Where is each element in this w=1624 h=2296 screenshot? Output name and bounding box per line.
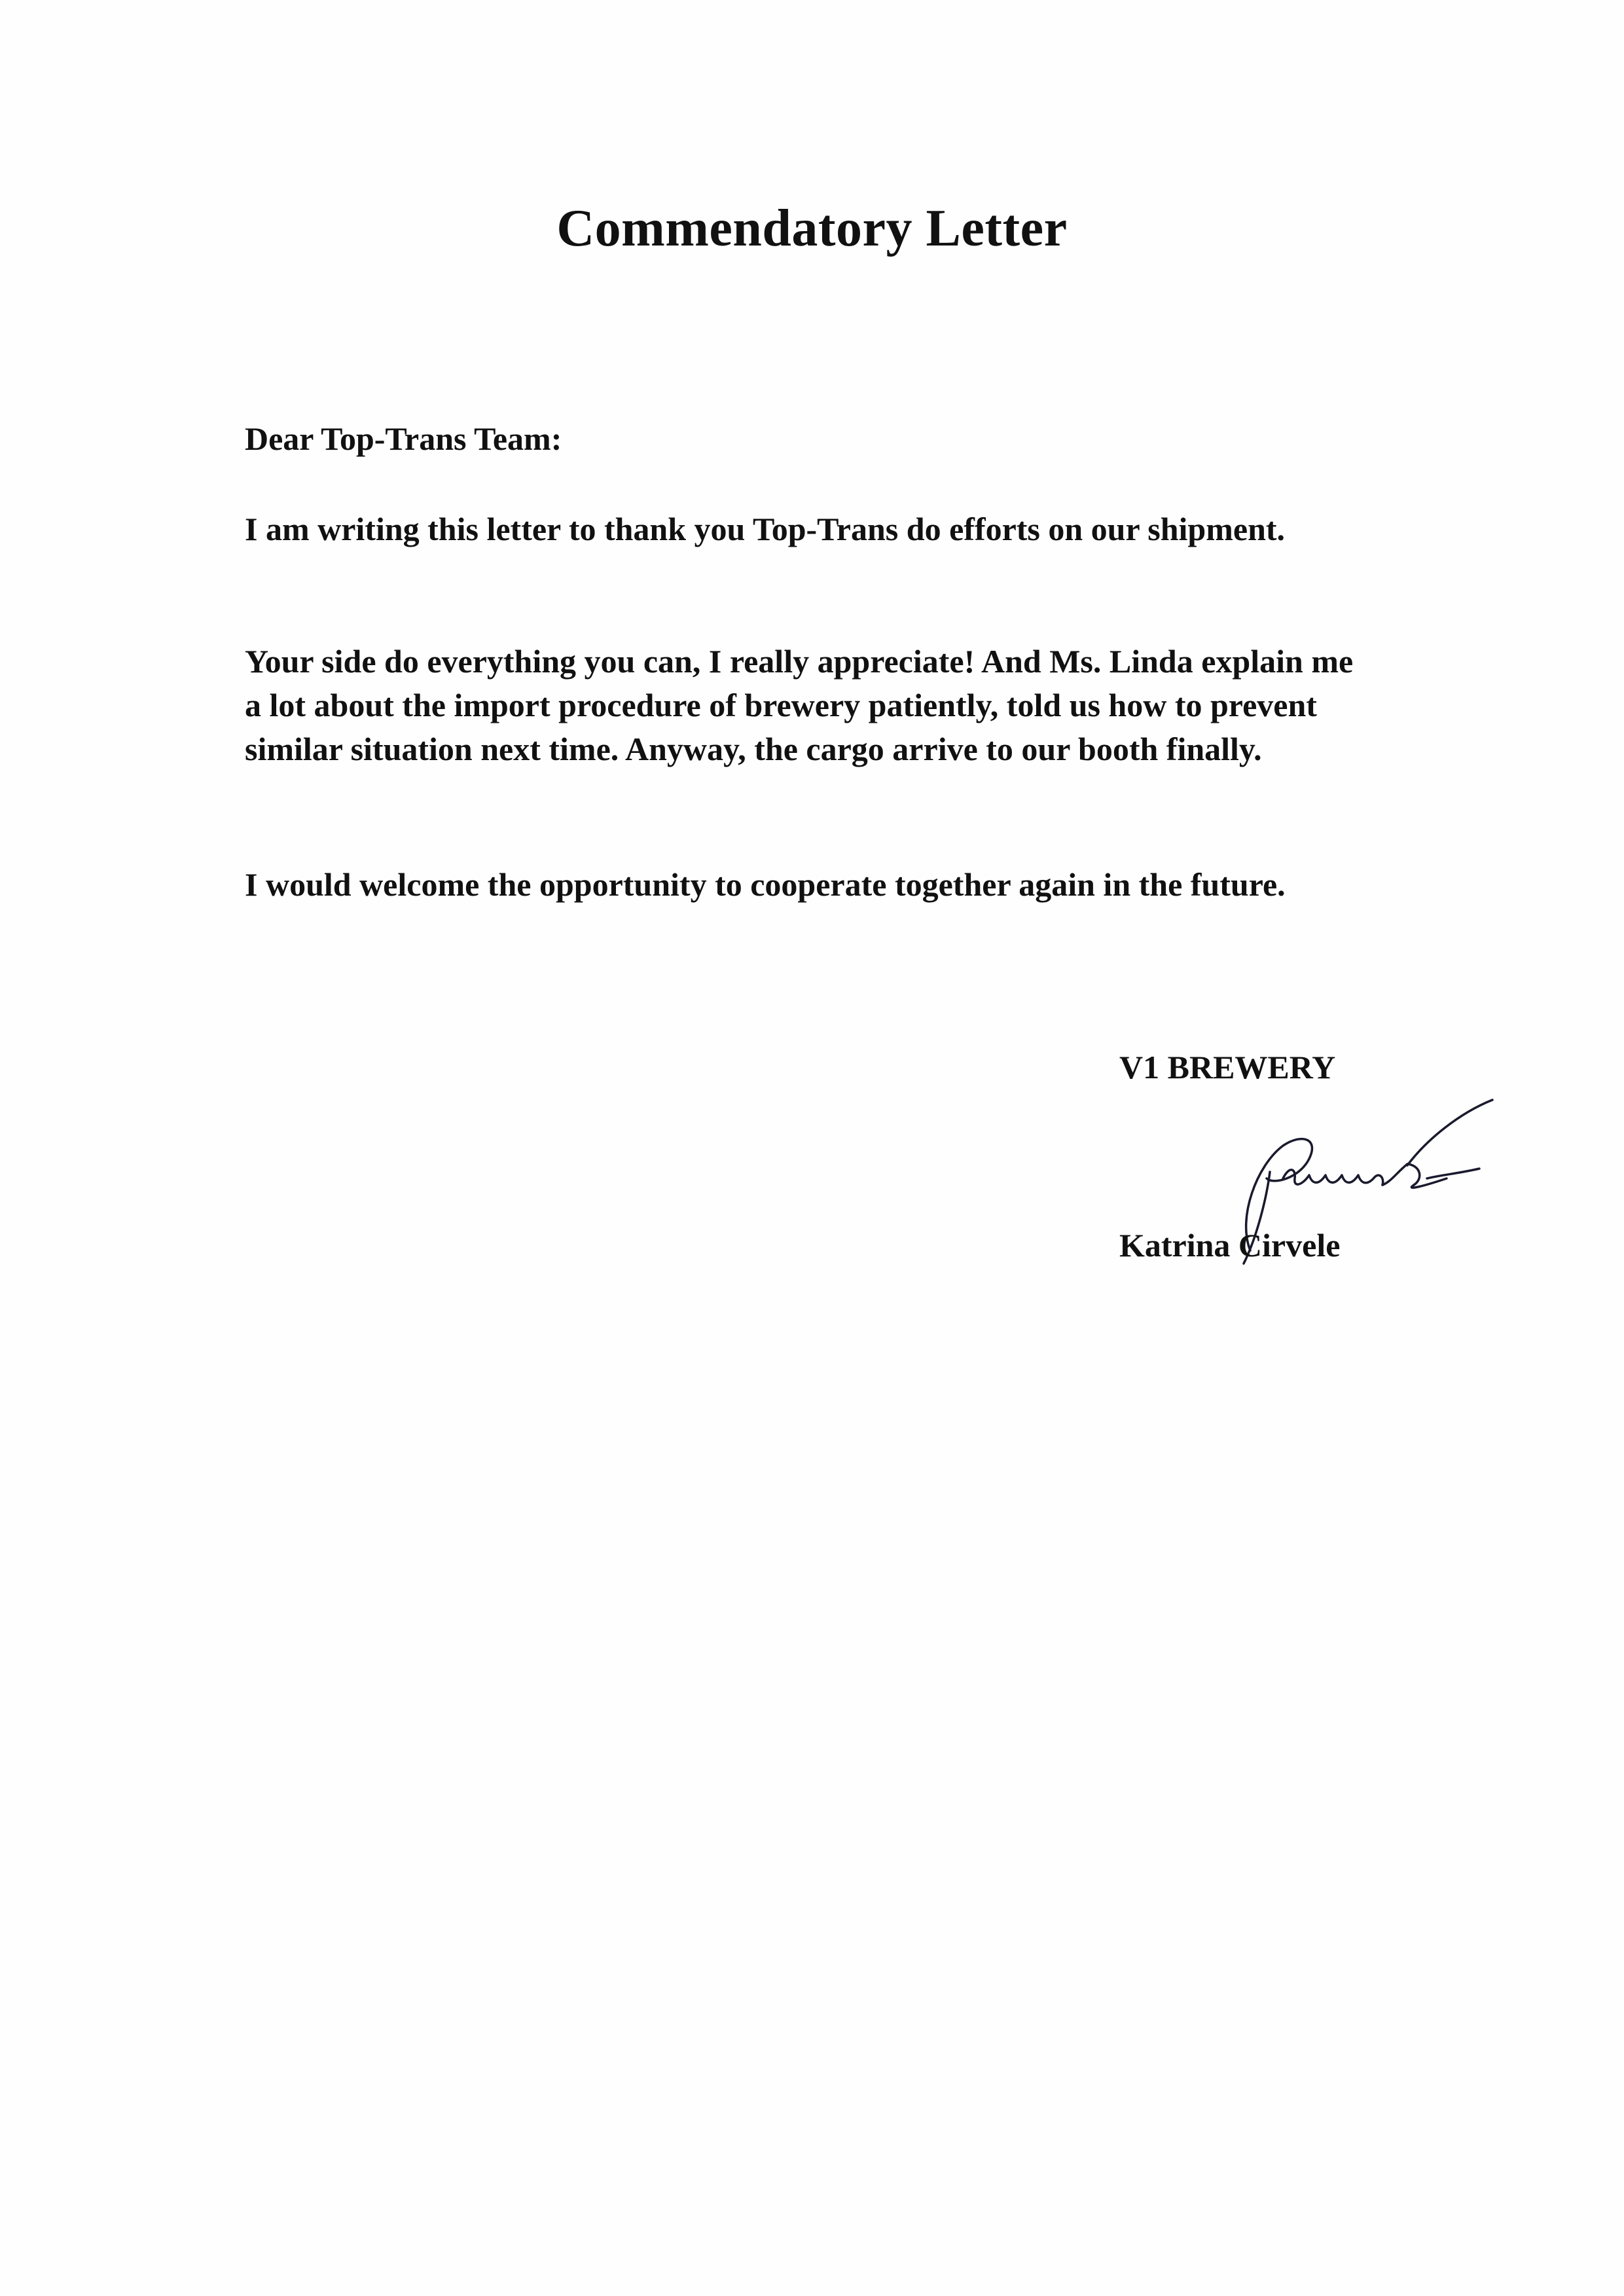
letter-title: Commendatory Letter xyxy=(556,200,1068,257)
paragraph-appreciation: Your side do everything you can, I really appreciate! And Ms. Linda explain me a lot about the import procedure of brewery patiently, told us how to prevent similar situation next time. Anyway, the cargo arrive to our booth finally. xyxy=(245,643,1354,767)
salutation: Dear Top-Trans Team: xyxy=(245,420,562,457)
company-name: V1 BREWERY xyxy=(1119,1049,1336,1085)
paragraph-future-cooperation: I would welcome the opportunity to cooperate together again in the future. xyxy=(245,866,1286,903)
paragraph-thanks: I am writing this letter to thank you Top-Trans do efforts on our shipment. xyxy=(245,511,1286,547)
signer-name: Katrina Cirvele xyxy=(1119,1227,1341,1264)
